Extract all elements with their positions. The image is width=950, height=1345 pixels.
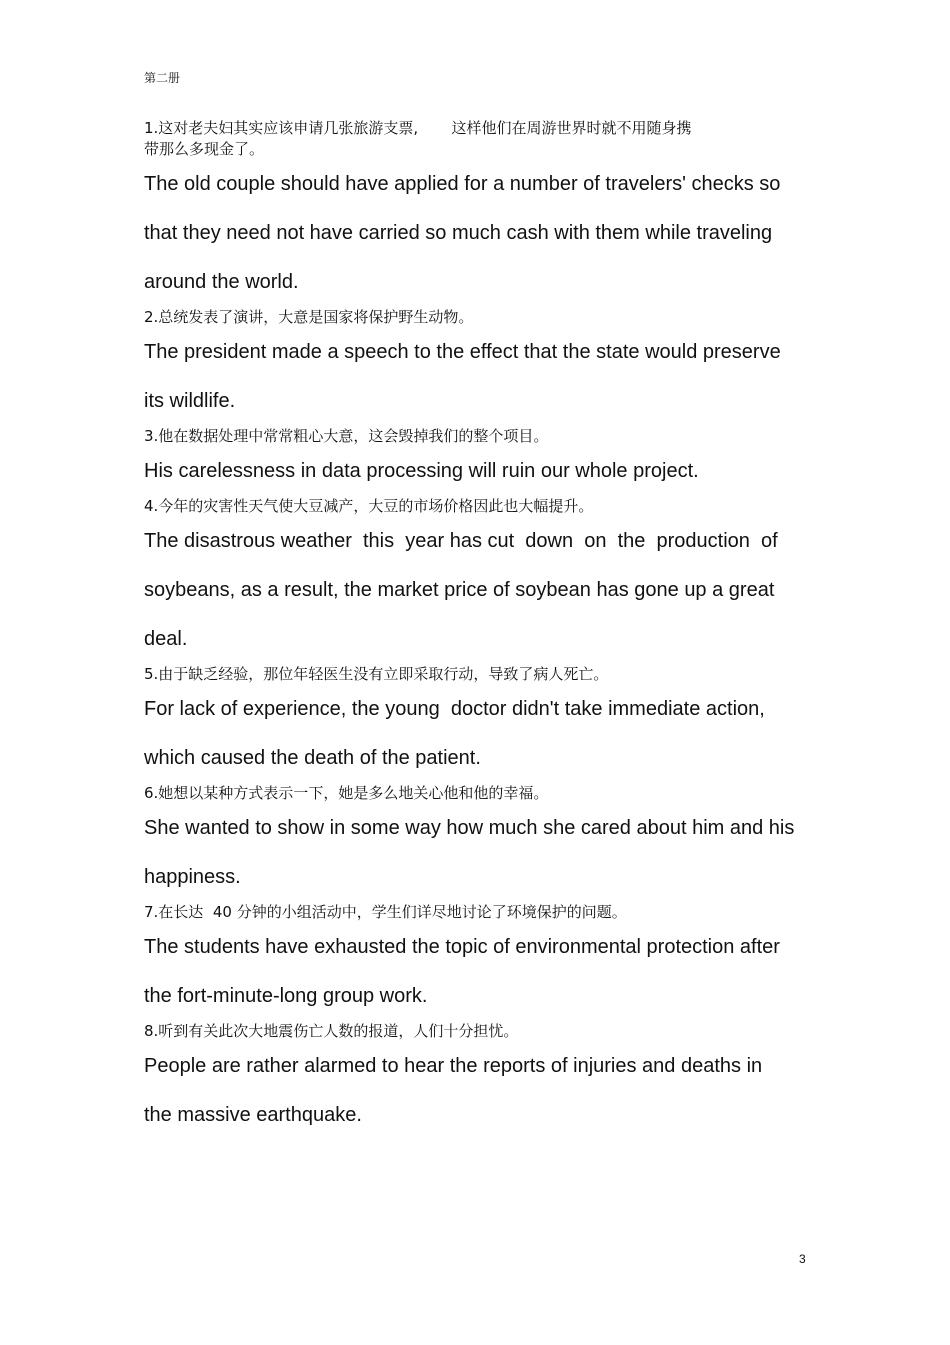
english-line: the massive earthquake. — [144, 1104, 362, 1126]
english-line: its wildlife. — [144, 390, 236, 412]
english-line: The old couple should have applied for a number of travelers' checks so — [144, 173, 781, 195]
english-line: His carelessness in data processing will ruin our whole project. — [144, 460, 699, 482]
translation-item — [144, 307, 834, 426]
chinese-line: 1.这对老夫妇其实应该申请几张旅游支票, 这样他们在周游世界时就不用随身携 — [144, 119, 692, 137]
translation-item — [144, 1021, 834, 1140]
chinese-line: 7.在长达 40 分钟的小组活动中，学生们详尽地讨论了环境保护的问题。 — [144, 903, 627, 921]
english-line: The disastrous weather this year has cut down on the production of — [144, 530, 778, 552]
translation-item — [144, 783, 834, 902]
chinese-line: 带那么多现金了。 — [144, 140, 265, 158]
chinese-line: 2.总统发表了演讲，大意是国家将保护野生动物。 — [144, 308, 474, 326]
chinese-line: 8.听到有关此次大地震伤亡人数的报道，人们十分担忧。 — [144, 1022, 519, 1040]
english-line: soybeans, as a result, the market price of soybean has gone up a great — [144, 579, 775, 601]
english-line: The president made a speech to the effect that the state would preserve — [144, 341, 781, 363]
chinese-line: 4.今年的灾害性天气使大豆减产，大豆的市场价格因此也大幅提升。 — [144, 497, 594, 515]
english-line: The students have exhausted the topic of environmental protection after — [144, 936, 780, 958]
translation-list — [144, 118, 834, 1140]
translation-item — [144, 426, 834, 496]
translation-item — [144, 664, 834, 783]
english-line: around the world. — [144, 271, 299, 293]
translation-item — [144, 496, 834, 664]
translation-item — [144, 118, 834, 307]
english-line: For lack of experience, the young doctor didn't take immediate action, — [144, 698, 765, 720]
translation-item — [144, 902, 834, 1021]
english-line: happiness. — [144, 866, 241, 888]
chinese-line: 5.由于缺乏经验，那位年轻医生没有立即采取行动，导致了病人死亡。 — [144, 665, 609, 683]
english-line: which caused the death of the patient. — [144, 747, 481, 769]
english-line: People are rather alarmed to hear the reports of injuries and deaths in — [144, 1055, 763, 1077]
page-header: 第二册 — [144, 71, 181, 85]
chinese-line: 3.他在数据处理中常常粗心大意，这会毁掉我们的整个项目。 — [144, 427, 549, 445]
english-line: deal. — [144, 628, 188, 650]
english-line: She wanted to show in some way how much she cared about him and his — [144, 817, 795, 839]
page-number: 3 — [799, 1252, 806, 1266]
english-line: that they need not have carried so much cash with them while traveling — [144, 222, 773, 244]
chinese-line: 6.她想以某种方式表示一下，她是多么地关心他和他的幸福。 — [144, 784, 549, 802]
english-line: the fort-minute-long group work. — [144, 985, 428, 1007]
